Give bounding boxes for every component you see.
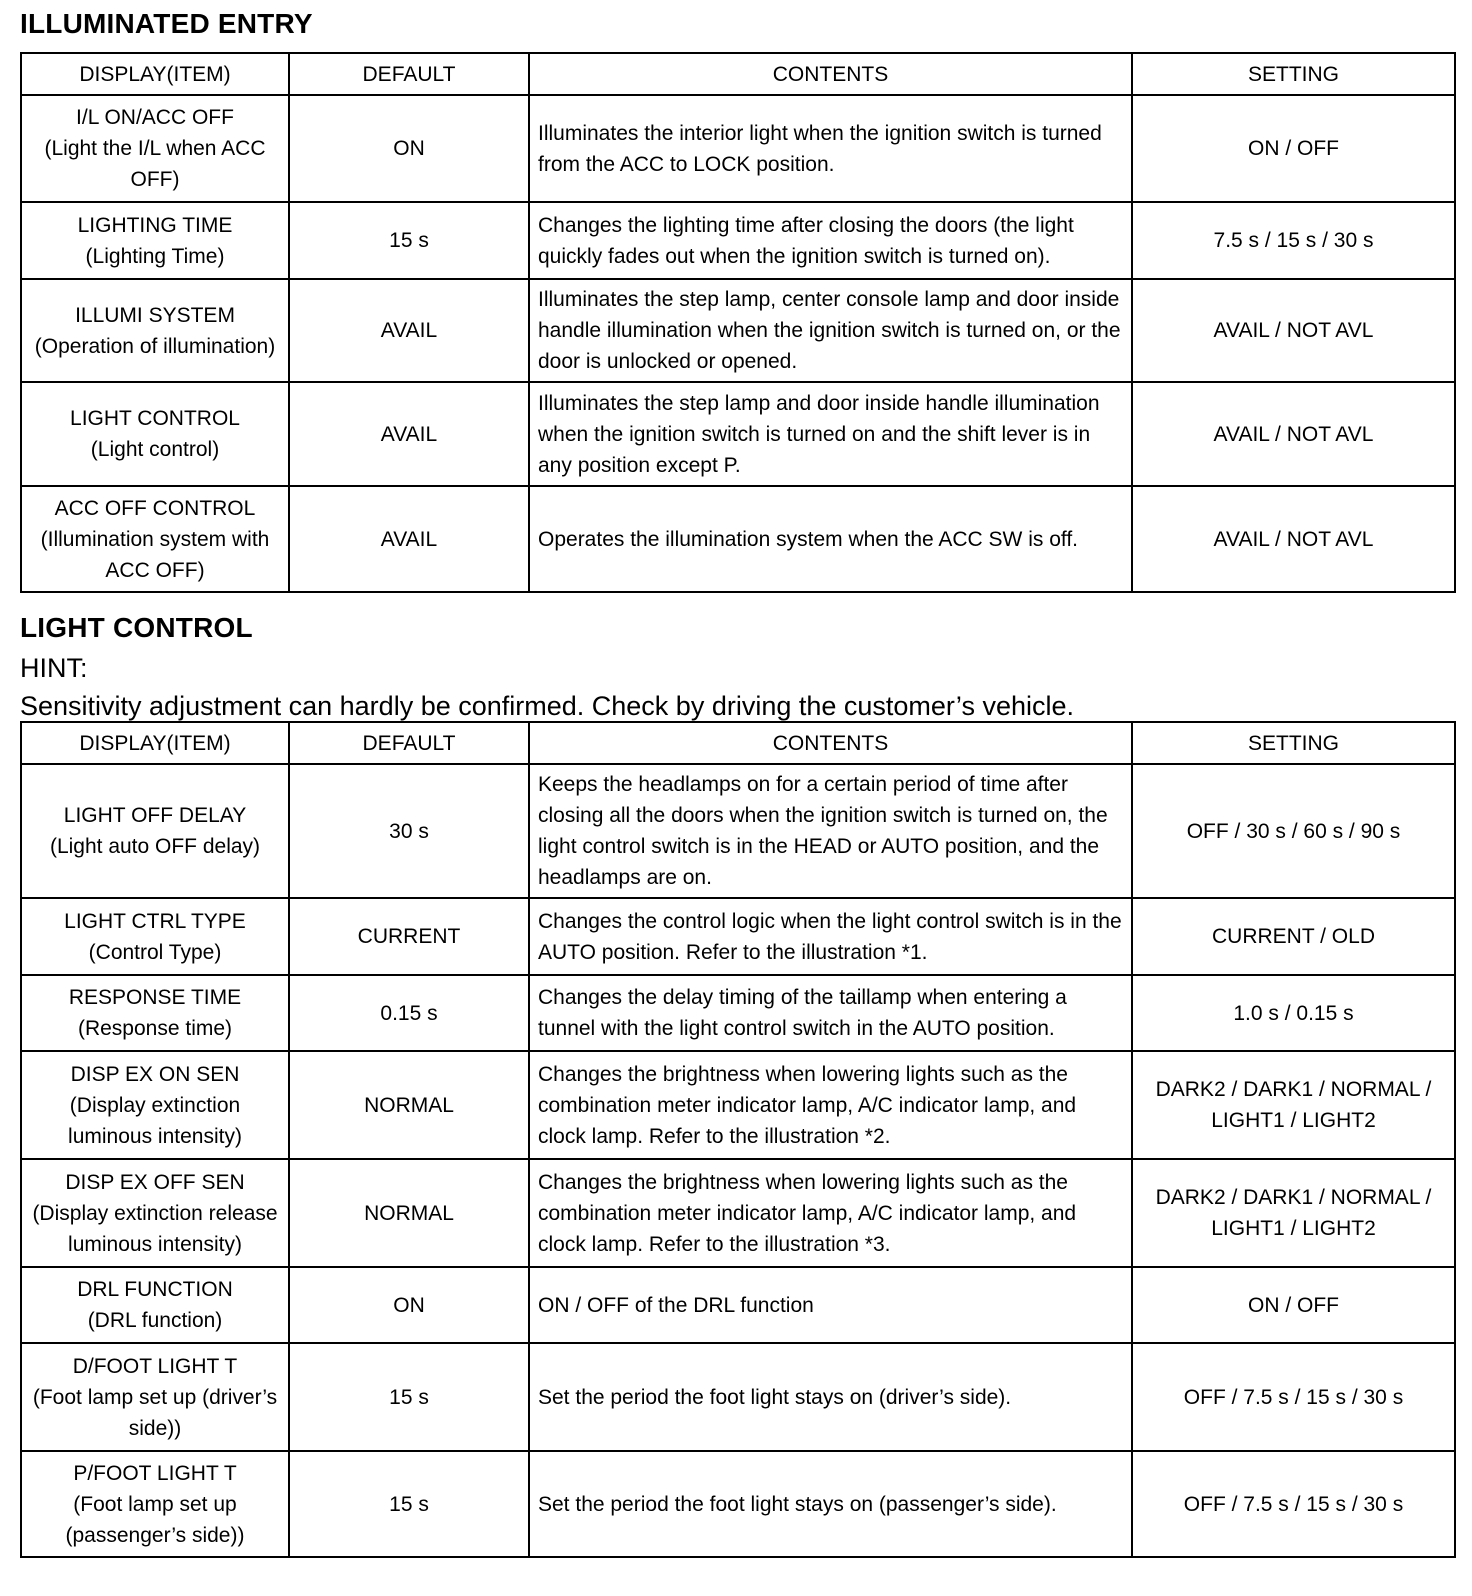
cell-setting: 1.0 s / 0.15 s: [1132, 975, 1455, 1051]
header-default: DEFAULT: [289, 53, 529, 95]
header-setting: SETTING: [1132, 53, 1455, 95]
cell-default: 15 s: [289, 202, 529, 279]
item-description: (DRL function): [87, 1309, 223, 1332]
cell-contents: Keeps the headlamps on for a certain period of time after closing all the doors when the ignition switch is turned on, the light control switch is in the HEAD or AUTO position, and the headlamps are on.: [529, 764, 1132, 898]
cell-item: [21, 898, 289, 975]
cell-setting: OFF / 30 s / 60 s / 90 s: [1132, 764, 1455, 898]
table-row: [21, 764, 1455, 898]
cell-item: [21, 1267, 289, 1343]
cell-contents: Set the period the foot light stays on (passenger’s side).: [529, 1451, 1132, 1557]
cell-default: ON: [289, 95, 529, 202]
cell-setting: ON / OFF: [1132, 95, 1455, 202]
item-name: ACC OFF CONTROL: [54, 496, 256, 520]
cell-setting: CURRENT / OLD: [1132, 898, 1455, 975]
cell-default: CURRENT: [289, 898, 529, 975]
cell-contents: Illuminates the step lamp, center console lamp and door inside handle illumination when the ignition switch is turned on, or the door is unlocked or opened.: [529, 279, 1132, 382]
cell-default: 15 s: [289, 1451, 529, 1557]
cell-contents: Changes the control logic when the light control switch is in the AUTO position. Refer to the illustration *1.: [529, 898, 1132, 975]
table-row: [21, 1051, 1455, 1159]
cell-contents: ON / OFF of the DRL function: [529, 1267, 1132, 1343]
cell-contents: Changes the lighting time after closing the doors (the light quickly fades out when the ignition switch is turned on).: [529, 202, 1132, 279]
header-default: DEFAULT: [289, 722, 529, 764]
item-description: (Control Type): [88, 940, 222, 964]
item-description: (Display extinction luminous intensity): [68, 1093, 242, 1148]
cell-default: AVAIL: [289, 382, 529, 486]
cell-setting: DARK2 / DARK1 / NORMAL / LIGHT1 / LIGHT2: [1132, 1051, 1455, 1159]
header-contents: CONTENTS: [529, 722, 1132, 764]
cell-setting: AVAIL / NOT AVL: [1132, 382, 1455, 486]
item-name: D/FOOT LIGHT T: [72, 1354, 238, 1378]
cell-item: [21, 1343, 289, 1451]
item-name: ILLUMI SYSTEM: [75, 303, 235, 327]
cell-item: [21, 975, 289, 1051]
cell-setting: AVAIL / NOT AVL: [1132, 279, 1455, 382]
item-description: (Operation of illumination): [34, 334, 276, 358]
cell-item: [21, 764, 289, 898]
table-header-row: [21, 722, 1455, 764]
table-row: [21, 486, 1455, 592]
table-row: [21, 1159, 1455, 1267]
cell-contents: Changes the brightness when lowering lights such as the combination meter indicator lamp, A/C indicator lamp, and clock lamp. Refer to the illustration *3.: [529, 1159, 1132, 1267]
cell-setting: OFF / 7.5 s / 15 s / 30 s: [1132, 1343, 1455, 1451]
item-description: (Lighting Time): [85, 244, 225, 268]
cell-contents: Operates the illumination system when the ACC SW is off.: [529, 486, 1132, 592]
item-name: RESPONSE TIME: [68, 986, 242, 1009]
item-name: I/L ON/ACC OFF: [76, 106, 234, 129]
cell-item: [21, 1159, 289, 1267]
item-name: DISP EX ON SEN: [70, 1062, 240, 1086]
table-row: [21, 1343, 1455, 1451]
cell-setting: AVAIL / NOT AVL: [1132, 486, 1455, 592]
item-name: LIGHT CTRL TYPE: [64, 909, 246, 933]
cell-contents: Changes the delay timing of the taillamp when entering a tunnel with the light control switch in the AUTO position.: [529, 975, 1132, 1051]
cell-contents: Illuminates the step lamp and door inside handle illumination when the ignition switch is turned on and the shift lever is in any position except P.: [529, 382, 1132, 486]
item-description: (Foot lamp set up (passenger’s side)): [65, 1492, 245, 1547]
cell-contents: Illuminates the interior light when the ignition switch is turned from the ACC to LOCK position.: [529, 95, 1132, 202]
table-row: [21, 975, 1455, 1051]
cell-default: NORMAL: [289, 1051, 529, 1159]
item-name: LIGHT CONTROL: [70, 407, 240, 430]
table-row: [21, 95, 1455, 202]
header-display-item: DISPLAY(ITEM): [21, 53, 289, 95]
item-description: (Light the I/L when ACC OFF): [44, 137, 266, 191]
table-row: [21, 898, 1455, 975]
item-description: (Light control): [90, 438, 220, 461]
table-row: [21, 1451, 1455, 1557]
section-title-light-control: LIGHT CONTROL: [20, 612, 253, 643]
cell-item: [21, 1451, 289, 1557]
cell-item: [21, 279, 289, 382]
item-description: (Response time): [77, 1017, 233, 1040]
table-row: [21, 1267, 1455, 1343]
cell-item: [21, 95, 289, 202]
table-row: [21, 279, 1455, 382]
cell-default: ON: [289, 1267, 529, 1343]
item-name: LIGHTING TIME: [77, 213, 233, 237]
cell-item: [21, 486, 289, 592]
table-row: [21, 202, 1455, 279]
cell-setting: 7.5 s / 15 s / 30 s: [1132, 202, 1455, 279]
item-name: LIGHT OFF DELAY: [63, 804, 247, 827]
light-control-table: [20, 721, 1456, 1558]
item-description: (Light auto OFF delay): [49, 835, 261, 858]
item-name: DRL FUNCTION: [77, 1278, 233, 1301]
cell-setting: DARK2 / DARK1 / NORMAL / LIGHT1 / LIGHT2: [1132, 1159, 1455, 1267]
header-setting: SETTING: [1132, 722, 1455, 764]
cell-default: 15 s: [289, 1343, 529, 1451]
hint-label: HINT:: [20, 653, 88, 683]
cell-setting: OFF / 7.5 s / 15 s / 30 s: [1132, 1451, 1455, 1557]
item-description: (Illumination system with ACC OFF): [40, 527, 270, 582]
item-name: DISP EX OFF SEN: [65, 1170, 245, 1194]
cell-default: AVAIL: [289, 486, 529, 592]
section-title-illuminated-entry: ILLUMINATED ENTRY: [20, 8, 313, 39]
item-name: P/FOOT LIGHT T: [73, 1461, 237, 1485]
cell-item: [21, 202, 289, 279]
cell-item: [21, 1051, 289, 1159]
cell-default: NORMAL: [289, 1159, 529, 1267]
header-display-item: DISPLAY(ITEM): [21, 722, 289, 764]
hint-text: Sensitivity adjustment can hardly be confirmed. Check by driving the customer’s vehicle.: [20, 691, 1074, 721]
cell-default: 30 s: [289, 764, 529, 898]
cell-setting: ON / OFF: [1132, 1267, 1455, 1343]
table-row: [21, 382, 1455, 486]
cell-default: 0.15 s: [289, 975, 529, 1051]
table-header-row: [21, 53, 1455, 95]
cell-default: AVAIL: [289, 279, 529, 382]
item-description: (Display extinction release luminous intensity): [32, 1201, 278, 1256]
header-contents: CONTENTS: [529, 53, 1132, 95]
cell-contents: Changes the brightness when lowering lights such as the combination meter indicator lamp, A/C indicator lamp, and clock lamp. Refer to the illustration *2.: [529, 1051, 1132, 1159]
item-description: (Foot lamp set up (driver’s side)): [32, 1385, 278, 1440]
cell-item: [21, 382, 289, 486]
illuminated-entry-table: [20, 52, 1456, 593]
cell-contents: Set the period the foot light stays on (driver’s side).: [529, 1343, 1132, 1451]
